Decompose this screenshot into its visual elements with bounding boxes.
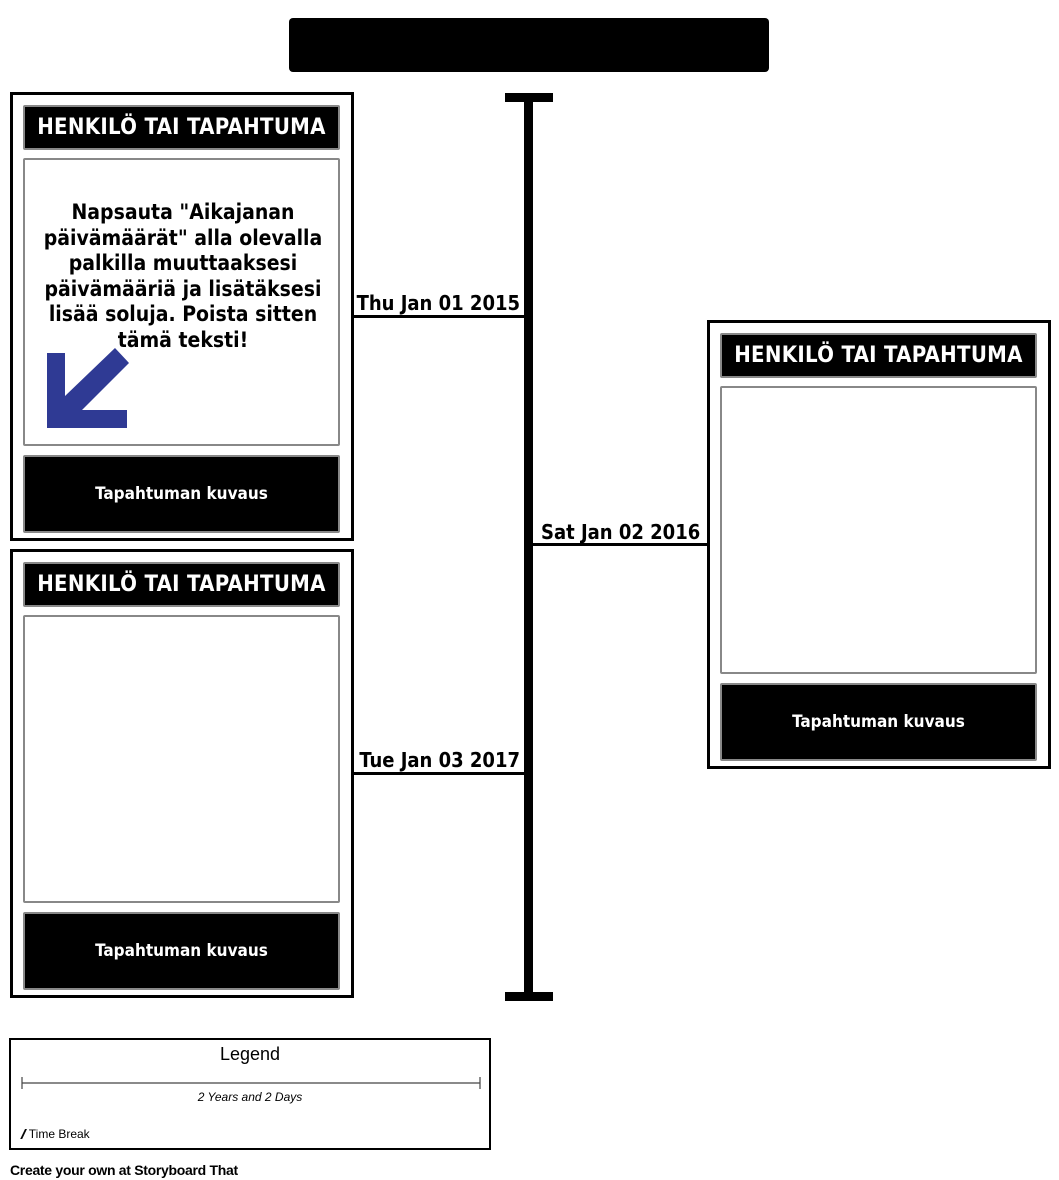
card-description[interactable]: Tapahtuman kuvaus bbox=[23, 912, 340, 990]
connector-2015 bbox=[352, 315, 525, 318]
date-label-2016: Sat Jan 02 2016 bbox=[541, 520, 701, 544]
card-image-cell[interactable] bbox=[720, 386, 1037, 674]
card-heading[interactable]: HENKILÖ TAI TAPAHTUMA bbox=[720, 333, 1037, 378]
timeline-end-cap bbox=[505, 992, 553, 1001]
legend-time-break bbox=[21, 1126, 90, 1142]
date-label-2017: Tue Jan 03 2017 bbox=[359, 748, 520, 772]
card-image-cell[interactable] bbox=[23, 615, 340, 903]
instruction-text: Napsauta "Aikajanan päivämäärät" alla olevalla palkilla muuttaaksesi päivämääriä ja lisätäksesi lisää soluja. Poista sitten tämä teksti! bbox=[43, 200, 323, 352]
card-description[interactable]: Tapahtuman kuvaus bbox=[720, 683, 1037, 761]
time-break-label: Time Break bbox=[28, 1127, 90, 1141]
timeline-axis bbox=[524, 93, 533, 1001]
event-card-1[interactable] bbox=[10, 92, 354, 541]
time-break-icon: // bbox=[21, 1126, 23, 1142]
timeline-start-cap bbox=[505, 93, 553, 102]
card-description[interactable]: Tapahtuman kuvaus bbox=[23, 455, 340, 533]
event-card-3[interactable] bbox=[707, 320, 1051, 769]
arrow-down-left-icon bbox=[47, 348, 132, 433]
legend-span-line bbox=[21, 1076, 481, 1090]
legend-title: Legend bbox=[219, 1044, 281, 1064]
footer-credit[interactable]: Create your own at Storyboard That bbox=[10, 1162, 238, 1178]
legend-box bbox=[9, 1038, 491, 1150]
legend-span-text: 2 Years and 2 Days bbox=[197, 1090, 303, 1104]
card-heading[interactable]: HENKILÖ TAI TAPAHTUMA bbox=[23, 105, 340, 150]
timeline-title[interactable] bbox=[289, 18, 769, 72]
date-label-2015: Thu Jan 01 2015 bbox=[356, 291, 520, 315]
card-heading[interactable]: HENKILÖ TAI TAPAHTUMA bbox=[23, 562, 340, 607]
event-card-2[interactable] bbox=[10, 549, 354, 998]
connector-2017 bbox=[352, 772, 525, 775]
card-image-cell[interactable] bbox=[23, 158, 340, 446]
